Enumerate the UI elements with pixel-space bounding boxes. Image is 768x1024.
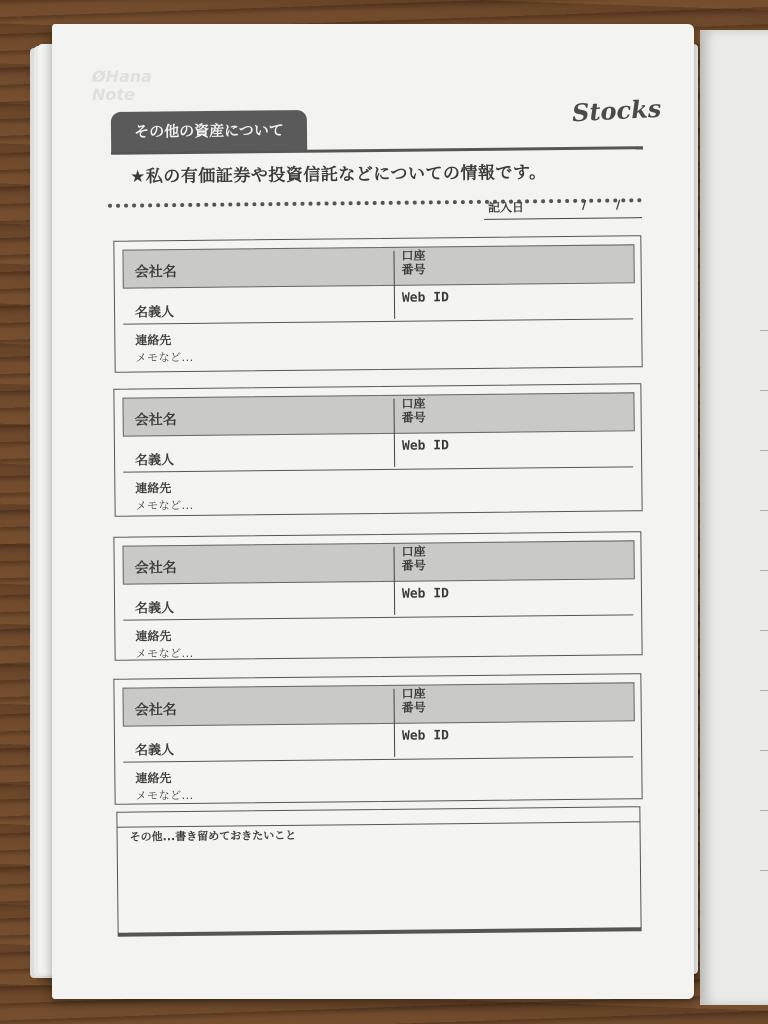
entry-date-label: 記入日 — [487, 200, 525, 215]
account-holder-field[interactable]: 名義人 — [135, 601, 175, 617]
row-divider — [123, 756, 633, 762]
other-notes-box[interactable] — [116, 806, 641, 936]
account-holder-field[interactable]: 名義人 — [135, 305, 175, 321]
stocks-label: Stocks — [571, 93, 662, 128]
memo-field[interactable]: メモなど... — [135, 498, 194, 513]
card-header-band — [122, 540, 634, 584]
memo-field[interactable]: メモなど... — [135, 350, 194, 365]
facing-page — [700, 30, 768, 1005]
row-divider — [123, 614, 633, 620]
date-separator: / — [581, 197, 587, 212]
company-name-field[interactable]: 会社名 — [134, 412, 177, 429]
contact-field[interactable]: 連絡先 — [135, 771, 172, 786]
account-number-field[interactable]: 口座 番号 — [401, 396, 426, 425]
company-name-field[interactable]: 会社名 — [134, 264, 177, 281]
account-number-field[interactable]: 口座 番号 — [401, 248, 426, 277]
stock-account-card — [113, 235, 642, 373]
company-name-field[interactable]: 会社名 — [134, 560, 177, 577]
stock-account-card — [113, 383, 642, 517]
date-separator: / — [615, 197, 621, 212]
stock-account-card — [113, 531, 642, 661]
web-id-field[interactable]: Web ID — [401, 586, 450, 602]
web-id-field[interactable]: Web ID — [401, 438, 450, 454]
card-header-band — [122, 392, 634, 436]
card-header-band — [122, 682, 634, 726]
watermark-logo: ØHana Note — [92, 67, 152, 104]
company-name-field[interactable]: 会社名 — [134, 702, 177, 719]
entry-date-field[interactable] — [484, 195, 642, 220]
contact-field[interactable]: 連絡先 — [135, 629, 172, 644]
memo-field[interactable]: メモなど... — [135, 646, 194, 661]
page-subtitle: ★私の有価証券や投資信託などについての情報です。 — [129, 162, 547, 188]
card-header-band — [122, 244, 634, 288]
section-tab: その他の資産について — [111, 110, 307, 152]
contact-field[interactable]: 連絡先 — [135, 333, 172, 348]
row-divider — [123, 318, 633, 324]
web-id-field[interactable]: Web ID — [401, 728, 450, 744]
account-holder-field[interactable]: 名義人 — [135, 743, 175, 759]
row-divider — [123, 466, 633, 472]
account-number-field[interactable]: 口座 番号 — [401, 686, 426, 715]
web-id-field[interactable]: Web ID — [401, 290, 449, 306]
notes-top-rule — [118, 821, 640, 827]
other-notes-label: その他...書き留めておきたいこと — [129, 828, 297, 844]
stock-account-card — [113, 673, 642, 805]
contact-field[interactable]: 連絡先 — [135, 481, 172, 496]
account-number-field[interactable]: 口座 番号 — [401, 544, 426, 573]
account-holder-field[interactable]: 名義人 — [135, 453, 175, 469]
memo-field[interactable]: メモなど... — [135, 788, 194, 803]
